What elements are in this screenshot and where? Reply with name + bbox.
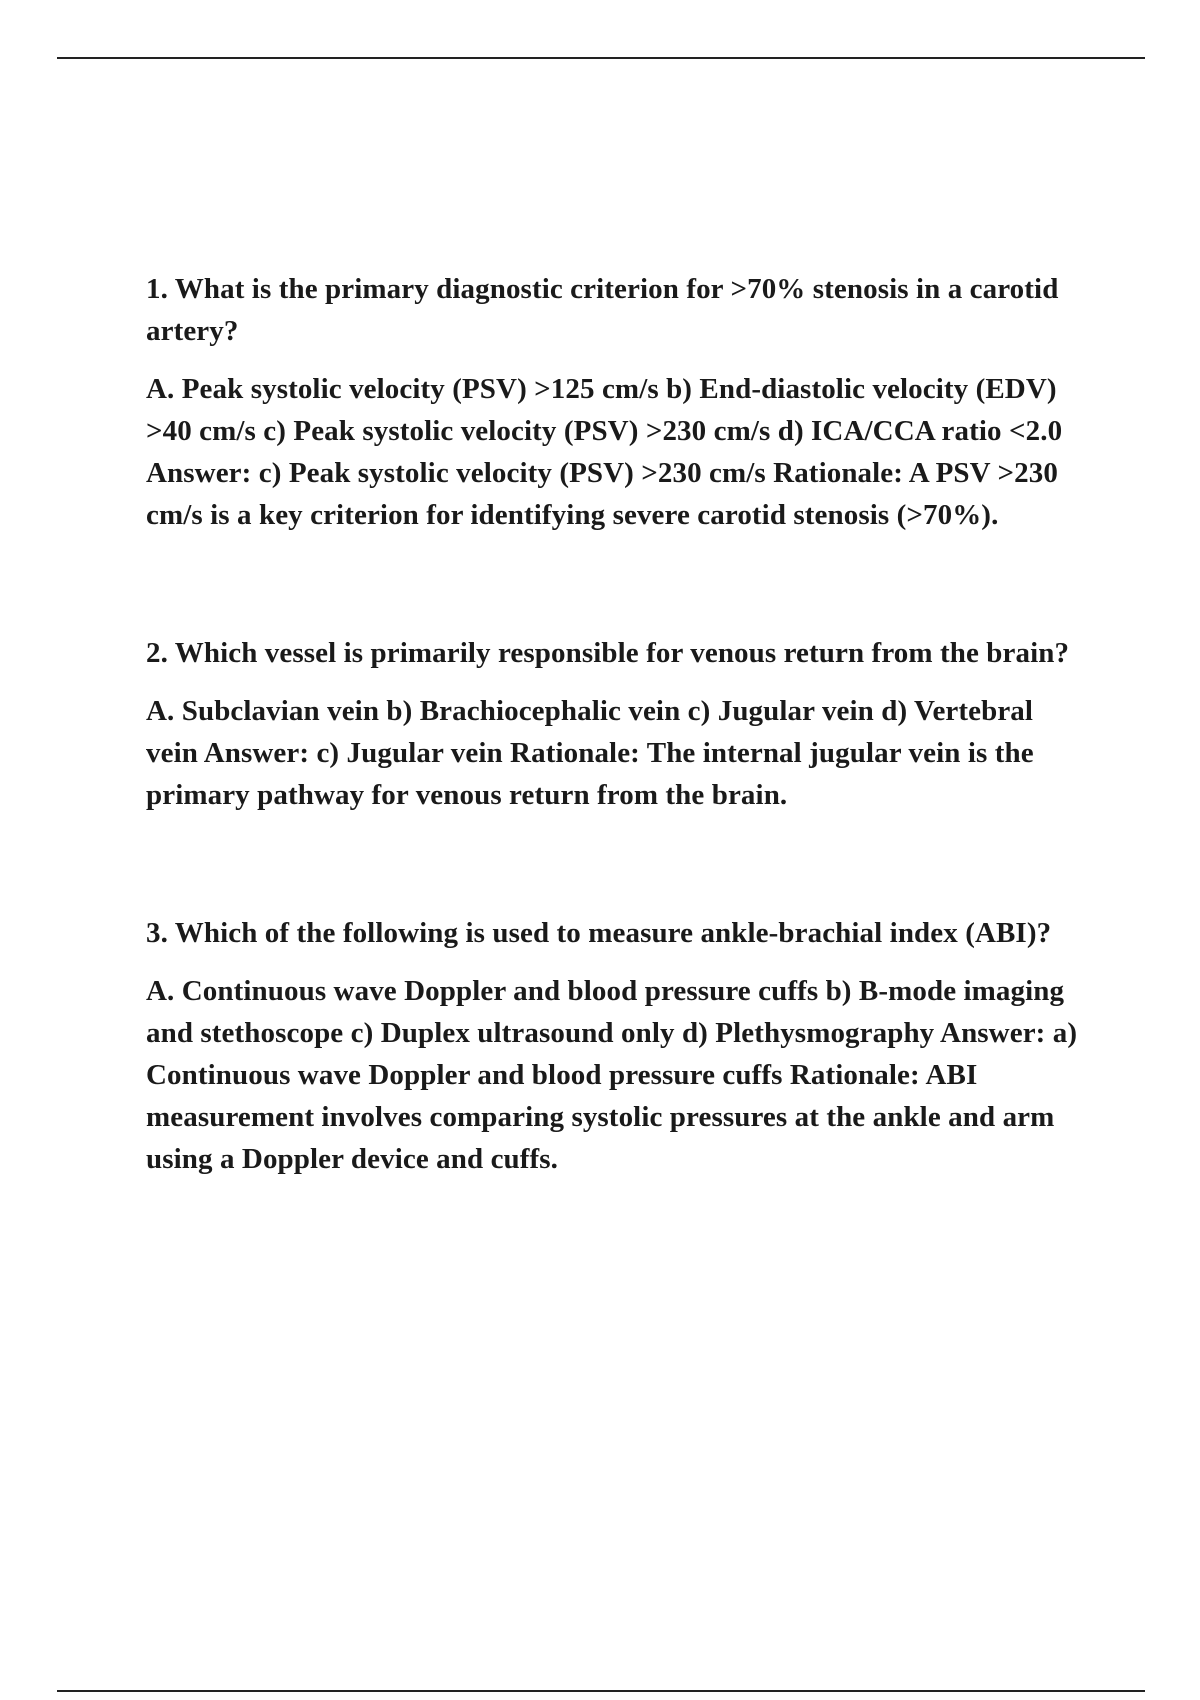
question-text: 2. Which vessel is primarily responsible for venous return from the brain?: [146, 637, 1070, 669]
answer-text: A. Peak systolic velocity (PSV) >125 cm/s b) End-diastolic velocity (EDV) >40 cm/s c) Peak systolic velocity (PSV) >230 cm/s d) ICA/CCA ratio <2.0 Answer: c) Peak systolic velocity (PSV) >230 cm/s Rationale: A PSV >230 cm/s is a key criterion for identifying severe carotid stenosis (>70%).: [146, 373, 1063, 531]
bottom-divider: [57, 1690, 1145, 1692]
question-block-1: [146, 268, 1084, 536]
answer-text: A. Continuous wave Doppler and blood pressure cuffs b) B-mode imaging and stethoscope c) Duplex ultrasound only d) Plethysmography Answer: a) Continuous wave Doppler and blood pressure cuffs Rationale: ABI measurement involves comparing systolic pressures at the ankle and arm using a Doppler device and cuffs.: [146, 975, 1078, 1175]
document-body: [146, 268, 1084, 1180]
question-block-2: [146, 632, 1084, 816]
question-block-3: [146, 912, 1084, 1180]
question-text: 3. Which of the following is used to measure ankle-brachial index (ABI)?: [146, 917, 1052, 949]
question-text: 1. What is the primary diagnostic criterion for >70% stenosis in a carotid artery?: [146, 273, 1059, 347]
answer-text: A. Subclavian vein b) Brachiocephalic vein c) Jugular vein d) Vertebral vein Answer: c) Jugular vein Rationale: The internal jugular vein is the primary pathway for venous return from the brain.: [146, 695, 1034, 811]
top-divider: [57, 57, 1145, 59]
